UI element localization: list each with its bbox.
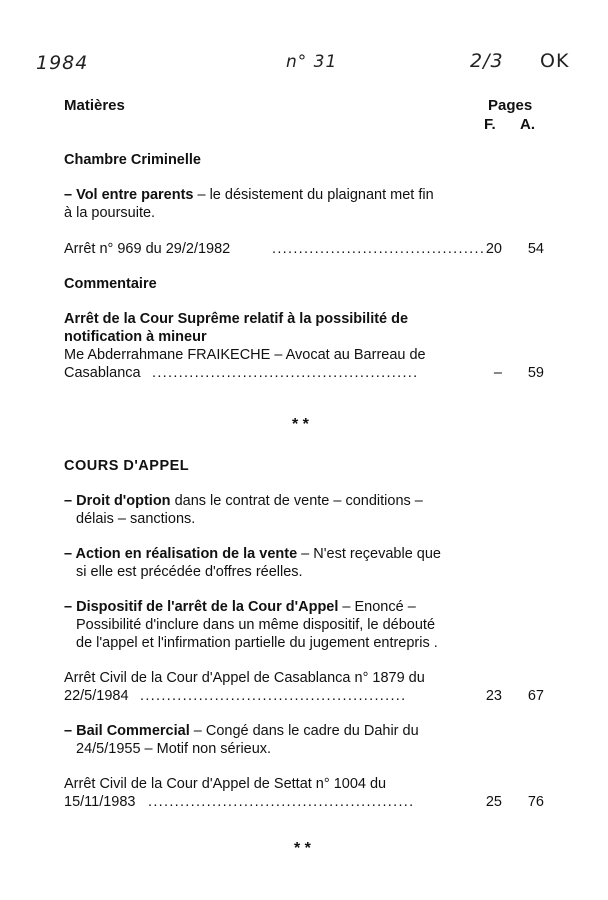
heading-line: Arrêt de la Cour Suprême relatif à la possibilité de [64,311,409,327]
separator-stars: * * [292,416,309,433]
ref-text: Arrêt Civil de la Cour d'Appel de Casablanca n° 1879 du [64,670,425,686]
entry-bold: – Dispositif de l'arrêt de la Cour d'Appel [64,599,339,615]
author-line: Casablanca [64,365,141,381]
entry-line: à la poursuite. [64,205,156,221]
entry-text: – le désistement du plaignant met fin [193,187,434,203]
page-f: 25 [485,794,502,810]
page-f: 23 [485,688,502,704]
entry-dispositif [64,598,416,616]
handwritten-ok: OK [540,50,570,72]
entry-line: si elle est précédée d'offres réelles. [76,564,303,580]
entry-bold: – Bail Commercial [64,723,190,739]
page-f: – [493,365,502,381]
section-title-cours-appel: COURS D'APPEL [64,458,190,474]
leader-dots: .................................................. [152,365,419,381]
entry-text: – Enoncé – [338,599,416,615]
entry-line: délais – sanctions. [76,511,196,527]
entry-text: – Congé dans le cadre du Dahir du [189,723,419,739]
leader-dots: .................................................. [140,688,407,704]
ref-text: Arrêt n° 969 du 29/2/1982 [64,241,231,257]
header-col-f: F. [484,116,496,133]
author-line: Me Abderrahmane FRAIKECHE – Avocat au Barreau de [64,347,426,363]
entry-bold: – Action en réalisation de la vente [64,546,298,562]
section-title-commentaire: Commentaire [64,276,157,292]
ref-text: 22/5/1984 [64,688,129,704]
separator-stars: * * [294,840,311,857]
entry-line: Possibilité d'inclure dans un même dispositif, le débouté [76,617,436,633]
entry-line: 24/5/1955 – Motif non sérieux. [76,741,272,757]
ref-text: Arrêt Civil de la Cour d'Appel de Settat n° 1004 du [64,776,387,792]
header-matieres: Matières [64,97,125,114]
page-a: 76 [527,794,544,810]
entry-line: de l'appel et l'infirmation partielle du jugement entrepris . [76,635,438,651]
section-title-criminelle: Chambre Criminelle [64,152,201,168]
header-pages: Pages [488,97,533,114]
handwritten-fraction: 2/3 [470,50,504,72]
heading-line: notification à mineur [64,329,207,345]
entry-text: – N'est reçevable que [297,546,441,562]
page-f: 20 [485,241,502,257]
ref-text: 15/11/1983 [64,794,136,810]
page-a: 67 [527,688,544,704]
handwritten-year: 1984 [36,52,89,74]
entry-bold: – Droit d'option [64,493,171,509]
leader-dots: .................................................. [148,794,415,810]
handwritten-number: n° 31 [286,52,338,72]
page-a: 59 [527,365,544,381]
entry-realisation-vente [64,545,441,563]
entry-bold: – Vol entre parents [64,187,194,203]
entry-vol-parents [64,186,434,204]
page-a: 54 [527,241,544,257]
leader-dots: ........................................ [272,241,486,257]
entry-bail-commercial [64,722,419,740]
header-col-a: A. [520,116,535,133]
entry-droit-option [64,492,423,510]
entry-text: dans le contrat de vente – conditions – [170,493,423,509]
